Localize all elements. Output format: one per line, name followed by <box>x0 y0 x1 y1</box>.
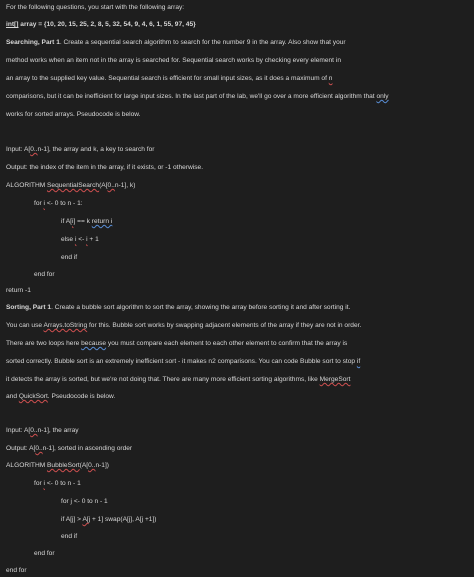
search-return: return -1 <box>6 287 31 294</box>
sort-para-line-3 <box>6 339 347 348</box>
intro-text: For the following questions, you start with the following array: <box>6 4 185 11</box>
sort-endif-line <box>61 532 77 541</box>
search-p4-only: only <box>376 93 389 100</box>
sort-alg-name: BubbleSort <box>47 462 80 469</box>
sort-p2c: for this. Bubble sort works by swapping adjacent elements of the array if they are not in order. <box>87 322 362 329</box>
search-else-i1: i <box>74 236 77 243</box>
sort-for1-line <box>34 479 81 488</box>
sort-input-a: Input: A[ <box>6 427 31 434</box>
search-para-line-4 <box>6 92 389 101</box>
sort-p3c: you must compare each element to each other element to confirm that the array is <box>106 340 348 347</box>
sort-para-line-4 <box>6 357 360 366</box>
search-alg-e: n-1], k) <box>114 182 136 189</box>
sort-output-a: Output: A[ <box>6 445 36 452</box>
sort-for2-line <box>61 497 108 506</box>
search-para-line-3 <box>6 74 332 83</box>
sort-for1-i: i <box>43 480 45 487</box>
search-alg-d: 0.. <box>107 182 115 189</box>
search-if-return: return i <box>91 218 113 225</box>
sort-output-b: 0.. <box>35 445 43 452</box>
search-endfor-line <box>34 270 55 279</box>
search-if-line <box>61 217 112 226</box>
search-p2: method works when an item not in the array is searched for. Sequential search works by checking every element in <box>6 57 341 64</box>
search-para-line-1 <box>6 38 346 47</box>
sort-p6a: and <box>6 393 19 400</box>
sort-endfor1-line <box>34 549 55 558</box>
search-for-a: for <box>34 200 44 207</box>
search-else-c: <- <box>76 236 87 243</box>
sort-p1: . Create a bubble sort algorithm to sort the array, showing the array before sorting it and after sorting it. <box>51 304 351 311</box>
search-else-i2: i <box>86 236 88 243</box>
sort-alg-e: n-1]) <box>95 462 109 469</box>
sort-p6-quicksort: QuickSort <box>18 393 48 400</box>
search-para-line-5 <box>6 110 141 119</box>
intro-line <box>6 3 184 12</box>
search-output: Output: the index of the item in the array, if it exists, or -1 otherwise. <box>6 164 204 171</box>
search-p5: works for sorted arrays. Pseudocode is below. <box>6 111 141 118</box>
search-if-i: i <box>72 218 74 225</box>
sort-para-line-1 <box>6 303 350 312</box>
search-endfor: end for <box>34 271 55 278</box>
sort-para-line-5 <box>6 375 350 384</box>
search-input-a: Input: A[ <box>6 146 31 153</box>
sort-endfor2: end for <box>6 567 27 574</box>
search-if-c: ] == k <box>73 218 92 225</box>
sort-if-line <box>61 515 157 524</box>
sort-para-line-2 <box>6 321 361 330</box>
search-heading: Searching, Part 1 <box>6 39 60 46</box>
sort-for1-c: <- 0 to n - 1 <box>45 480 81 487</box>
sort-p3-because: because <box>81 340 107 347</box>
sort-for1-a: for <box>34 480 44 487</box>
sort-for2: for j <- 0 to n - 1 <box>61 498 108 505</box>
search-p4: comparisons, but it can be inefficient for large input sizes. In the last part of the lab, we'll go over a more efficient algorithm that <box>6 93 377 100</box>
search-for-c: <- 0 to n - 1: <box>45 200 83 207</box>
array-type: int[] <box>6 21 19 28</box>
sort-para-line-6 <box>6 392 115 401</box>
sort-p2a: You can use <box>6 322 44 329</box>
sort-p2-arrays-tostring: Arrays.toString <box>43 322 88 329</box>
sort-endfor1: end for <box>34 550 55 557</box>
search-input-line <box>6 145 154 154</box>
sort-if-b: A[ <box>82 516 89 523</box>
sort-p4-if: if <box>356 358 361 365</box>
search-output-line <box>6 163 203 172</box>
sort-p5-mergesort: MergeSort <box>319 376 351 383</box>
search-else-line <box>61 235 99 244</box>
array-declaration <box>6 20 196 29</box>
search-algorithm-line <box>6 181 135 190</box>
sort-alg-a: ALGORITHM <box>6 462 48 469</box>
sort-output-line <box>6 444 132 453</box>
search-for-i: i <box>43 200 45 207</box>
search-endif: end if <box>61 254 78 261</box>
sort-input-c: n-1], the array <box>37 427 79 434</box>
sort-p4: sorted correctly. Bubble sort is an extremely inefficient sort - it makes n2 comparisons. You can code Bubble sort to stop <box>6 358 357 365</box>
sort-input-line <box>6 426 79 435</box>
sort-output-c: n-1], sorted in ascending order <box>42 445 133 452</box>
search-alg-a: ALGORITHM <box>6 182 48 189</box>
sort-p5a: it detects the array is sorted, but we're not doing that. There are many more efficient sorting algorithms, like <box>6 376 320 383</box>
search-else-e: + 1 <box>87 236 99 243</box>
sort-if-a: if A[j] > <box>61 516 83 523</box>
search-return-line <box>6 286 31 295</box>
sort-algorithm-line <box>6 461 109 470</box>
search-for-line <box>34 199 83 208</box>
sort-heading: Sorting, Part 1 <box>6 304 52 311</box>
search-else-a: else <box>61 236 75 243</box>
search-p1: . Create a sequential search algorithm to search for the number 9 in the array. Also show that your <box>59 39 346 46</box>
search-para-line-2 <box>6 56 341 65</box>
array-values: array = {10, 20, 15, 25, 2, 8, 5, 32, 54, 9, 4, 6, 1, 55, 97, 45} <box>18 21 196 28</box>
search-p3-n: n <box>328 75 333 82</box>
sort-endif: end if <box>61 533 78 540</box>
sort-alg-d: 0.. <box>88 462 96 469</box>
sort-alg-c: (A[ <box>79 462 89 469</box>
sort-p6c: . Pseudocode is below. <box>47 393 116 400</box>
search-p3: an array to the supplied key value. Sequential search is efficient for small input sizes, as it does a maximum of <box>6 75 329 82</box>
sort-if-c: j + 1] swap(A[j], A[j +1]) <box>88 516 157 523</box>
search-alg-name: SequentialSearch <box>47 182 100 189</box>
search-input-c: n-1], the array and k, a key to search for <box>37 146 155 153</box>
search-alg-c: (A[ <box>99 182 108 189</box>
sort-endfor2-line <box>6 566 27 575</box>
search-input-b: 0.. <box>30 146 38 153</box>
search-endif-line <box>61 253 77 262</box>
search-if-a: if A[ <box>61 218 72 225</box>
sort-p3a: There are two loops here <box>6 340 82 347</box>
sort-input-b: 0.. <box>30 427 38 434</box>
